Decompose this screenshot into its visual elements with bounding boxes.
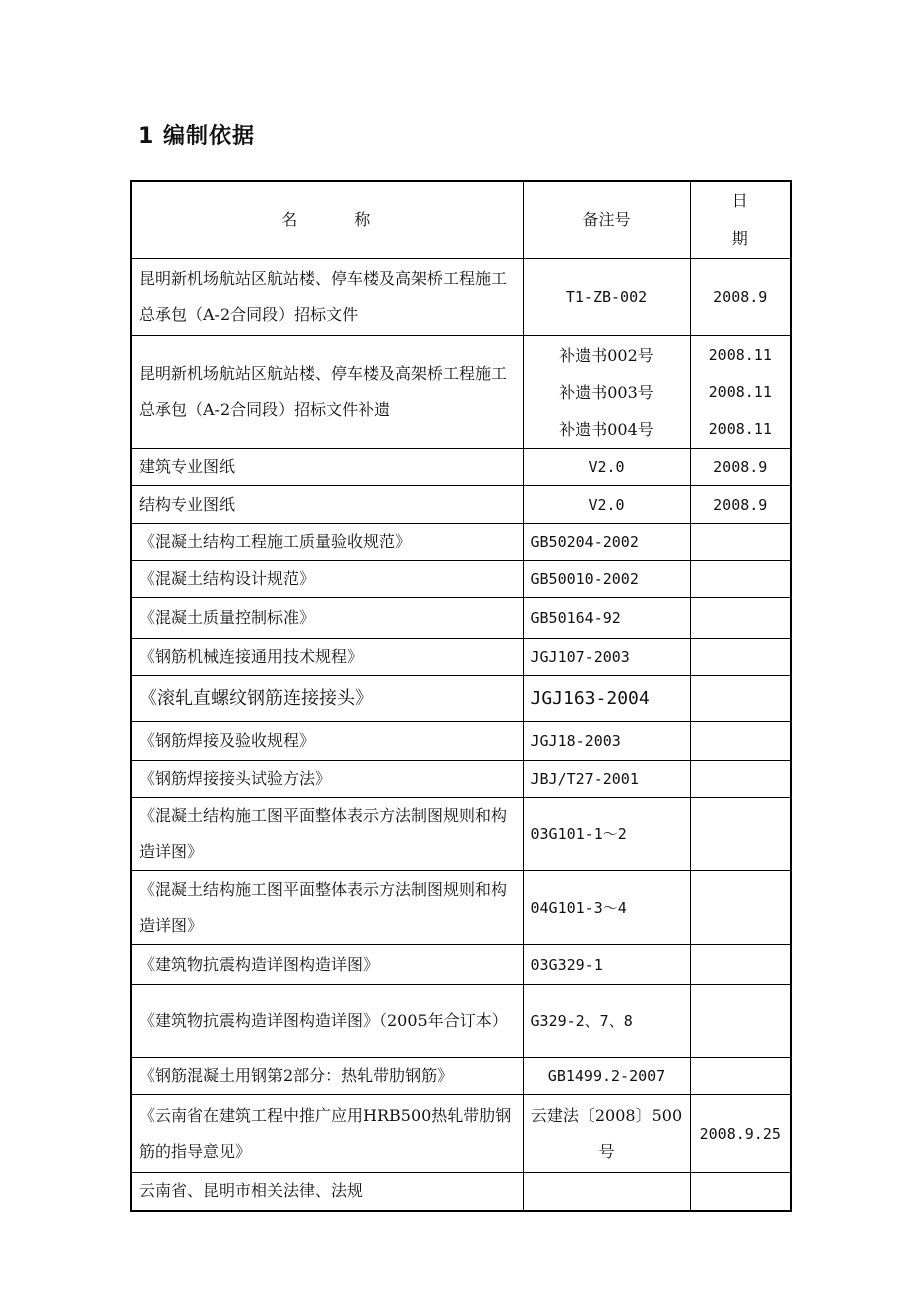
row-name: 《混凝土结构施工图平面整体表示方法制图规则和构造详图》 (131, 871, 523, 945)
row-name: 《云南省在建筑工程中推广应用HRB500热轧带肋钢筋的指导意见》 (131, 1095, 523, 1173)
row-date (690, 761, 791, 798)
row-name: 建筑专业图纸 (131, 449, 523, 486)
row-ref-stack (523, 336, 690, 449)
header-name: 名 称 (131, 181, 523, 259)
row-name: 结构专业图纸 (131, 486, 523, 524)
row-name: 昆明新机场航站区航站楼、停车楼及高架桥工程施工总承包（A-2合同段）招标文件 (131, 259, 523, 336)
row-date (690, 798, 791, 871)
row-name: 《钢筋机械连接通用技术规程》 (131, 639, 523, 676)
row-date: 2008.9 (690, 449, 791, 486)
row-ref: T1-ZB-002 (523, 259, 690, 336)
header-date: 日 期 (690, 181, 791, 259)
table-row (131, 985, 791, 1058)
table-row (131, 524, 791, 561)
row-name: 《钢筋焊接及验收规程》 (131, 722, 523, 761)
table-row (131, 1058, 791, 1095)
row-date: 2008.11 (708, 345, 772, 364)
row-date: 2008.9 (690, 259, 791, 336)
row-ref: JGJ107-2003 (523, 639, 690, 676)
row-name: 昆明新机场航站区航站楼、停车楼及高架桥工程施工总承包（A-2合同段）招标文件补遗 (131, 336, 523, 449)
row-name: 《混凝土质量控制标准》 (131, 598, 523, 639)
row-date (690, 945, 791, 985)
table-row (131, 1095, 791, 1173)
row-ref: 04G101-3～4 (523, 871, 690, 945)
table-row (131, 639, 791, 676)
table-row (131, 336, 791, 449)
row-date (690, 524, 791, 561)
row-ref: 03G329-1 (523, 945, 690, 985)
row-date: 2008.9 (690, 486, 791, 524)
row-date: 2008.11 (708, 382, 772, 401)
header-ref: 备注号 (523, 181, 690, 259)
row-name: 《钢筋混凝土用钢第2部分：热轧带肋钢筋》 (131, 1058, 523, 1095)
row-ref: JGJ18-2003 (523, 722, 690, 761)
table-row (131, 676, 791, 722)
row-date: 2008.11 (708, 419, 772, 438)
table-header-row (131, 181, 791, 259)
row-ref: JBJ/T27-2001 (523, 761, 690, 798)
row-date (690, 871, 791, 945)
table-row (131, 449, 791, 486)
row-ref: 补遗书004号 (559, 419, 654, 439)
row-ref: GB50164-92 (523, 598, 690, 639)
row-date: 2008.9.25 (690, 1095, 791, 1173)
table-row (131, 259, 791, 336)
row-ref: 云建法〔2008〕500号 (523, 1095, 690, 1173)
table-row (131, 486, 791, 524)
row-date (690, 561, 791, 598)
basis-table (130, 180, 792, 1212)
section-title: 1 编制依据 (138, 124, 255, 149)
table-row (131, 561, 791, 598)
row-date (690, 676, 791, 722)
row-name: 《钢筋焊接接头试验方法》 (131, 761, 523, 798)
row-ref: 补遗书002号 (559, 345, 654, 365)
row-date (690, 1058, 791, 1095)
table-row (131, 871, 791, 945)
row-ref: V2.0 (523, 449, 690, 486)
table-row (131, 598, 791, 639)
row-ref: V2.0 (523, 486, 690, 524)
table-row (131, 761, 791, 798)
table-row (131, 1173, 791, 1211)
row-ref: GB50204-2002 (523, 524, 690, 561)
table-row (131, 722, 791, 761)
row-ref: JGJ163-2004 (523, 676, 690, 722)
row-date (690, 1173, 791, 1211)
row-name: 《建筑物抗震构造详图构造详图》 (131, 945, 523, 985)
table-row (131, 945, 791, 985)
row-date-stack (690, 336, 791, 449)
row-ref: 补遗书003号 (559, 382, 654, 402)
row-ref: GB1499.2-2007 (523, 1058, 690, 1095)
row-name: 《混凝土结构施工图平面整体表示方法制图规则和构造详图》 (131, 798, 523, 871)
row-date (690, 598, 791, 639)
row-name: 云南省、昆明市相关法律、法规 (131, 1173, 523, 1211)
row-date (690, 985, 791, 1058)
row-ref: 03G101-1～2 (523, 798, 690, 871)
row-name: 《建筑物抗震构造详图构造详图》（2005年合订本） (131, 985, 523, 1058)
table-row (131, 798, 791, 871)
row-ref: GB50010-2002 (523, 561, 690, 598)
row-date (690, 639, 791, 676)
row-ref (523, 1173, 690, 1211)
row-name: 《混凝土结构设计规范》 (131, 561, 523, 598)
row-date (690, 722, 791, 761)
row-name: 《混凝土结构工程施工质量验收规范》 (131, 524, 523, 561)
row-name: 《滚轧直螺纹钢筋连接接头》 (131, 676, 523, 722)
row-ref: G329-2、7、8 (523, 985, 690, 1058)
